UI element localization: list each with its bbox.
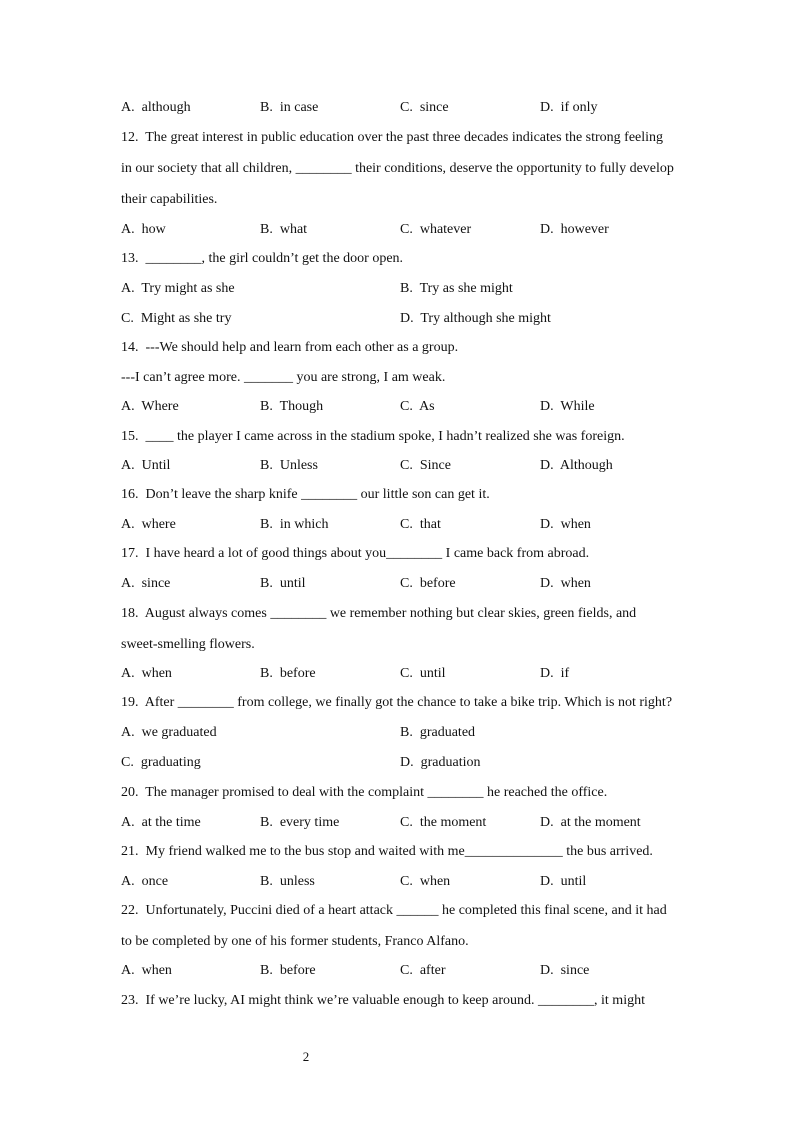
- answer-option: B. Unless: [260, 458, 318, 473]
- question-text: 18. August always comes ________ we remember nothing but clear skies, green fields, and: [121, 606, 637, 621]
- question-text: 13. ________, the girl couldn’t get the door open.: [121, 251, 404, 266]
- answer-options: [121, 575, 721, 593]
- answer-option: C. that: [400, 517, 441, 532]
- answer-option: C. since: [400, 100, 449, 115]
- answer-option: B. before: [260, 666, 316, 681]
- answer-option: D. graduation: [400, 755, 481, 770]
- answer-option: D. if only: [540, 100, 598, 115]
- answer-option: A. once: [121, 874, 169, 889]
- answer-options: [121, 310, 721, 328]
- answer-option: C. the moment: [400, 815, 487, 830]
- answer-option: C. graduating: [121, 755, 201, 770]
- answer-option: C. As: [400, 399, 435, 414]
- answer-option: B. Try as she might: [400, 281, 513, 296]
- question-text: their capabilities.: [121, 192, 218, 207]
- answer-option: C. Might as she try: [121, 311, 232, 326]
- answer-options: [121, 516, 721, 534]
- answer-option: B. what: [260, 222, 308, 237]
- answer-option: C. when: [400, 874, 451, 889]
- answer-option: A. Where: [121, 399, 179, 414]
- answer-option: B. graduated: [400, 725, 476, 740]
- answer-option: A. Until: [121, 458, 171, 473]
- answer-options: [121, 754, 721, 772]
- question-text: 21. My friend walked me to the bus stop and waited with me______________ the bus arrived.: [121, 844, 653, 859]
- answer-option: C. before: [400, 576, 456, 591]
- question-text: 17. I have heard a lot of good things about you________ I came back from abroad.: [121, 546, 590, 561]
- answer-option: C. whatever: [400, 222, 472, 237]
- answer-option: D. when: [540, 517, 591, 532]
- question-text: to be completed by one of his former students, Franco Alfano.: [121, 934, 469, 949]
- question-text: 12. The great interest in public education over the past three decades indicates the strong feeling: [121, 130, 664, 145]
- answer-option: A. where: [121, 517, 176, 532]
- answer-option: D. when: [540, 576, 591, 591]
- question-text: in our society that all children, ________ their conditions, deserve the opportunity to fully develop: [121, 161, 674, 176]
- question-text: 15. ____ the player I came across in the stadium spoke, I hadn’t realized she was foreign.: [121, 429, 625, 444]
- answer-option: A. Try might as she: [121, 281, 235, 296]
- answer-option: B. until: [260, 576, 306, 591]
- answer-option: A. we graduated: [121, 725, 217, 740]
- question-text: 19. After ________ from college, we finally got the chance to take a bike trip. Which is not right?: [121, 695, 673, 710]
- answer-option: B. every time: [260, 815, 340, 830]
- answer-options: [121, 814, 721, 832]
- question-text: 20. The manager promised to deal with the complaint ________ he reached the office.: [121, 785, 608, 800]
- answer-option: A. when: [121, 963, 172, 978]
- answer-option: D. Although: [540, 458, 613, 473]
- question-text: 23. If we’re lucky, AI might think we’re valuable enough to keep around. ________, it might: [121, 993, 645, 1008]
- answer-option: A. although: [121, 100, 191, 115]
- question-text: 14. ---We should help and learn from each other as a group.: [121, 340, 459, 355]
- answer-options: [121, 665, 721, 683]
- answer-option: D. While: [540, 399, 595, 414]
- answer-options: [121, 962, 721, 980]
- answer-options: [121, 873, 721, 891]
- answer-options: [121, 280, 721, 298]
- answer-options: [121, 457, 721, 475]
- answer-option: B. Though: [260, 399, 324, 414]
- question-text: 22. Unfortunately, Puccini died of a heart attack ______ he completed this final scene, and it had: [121, 903, 667, 918]
- question-text: sweet-smelling flowers.: [121, 637, 255, 652]
- answer-option: D. Try although she might: [400, 311, 551, 326]
- answer-option: A. since: [121, 576, 171, 591]
- answer-option: B. in which: [260, 517, 329, 532]
- answer-options: [121, 398, 721, 416]
- answer-options: [121, 221, 721, 239]
- answer-option: B. before: [260, 963, 316, 978]
- page-number: 2: [302, 1049, 310, 1064]
- answer-option: B. in case: [260, 100, 319, 115]
- answer-option: D. however: [540, 222, 609, 237]
- answer-option: C. until: [400, 666, 446, 681]
- answer-options: [121, 99, 721, 117]
- answer-option: D. at the moment: [540, 815, 641, 830]
- question-text: ---I can’t agree more. _______ you are strong, I am weak.: [121, 370, 446, 385]
- answer-option: D. if: [540, 666, 570, 681]
- answer-option: D. until: [540, 874, 587, 889]
- answer-option: A. how: [121, 222, 166, 237]
- answer-options: [121, 724, 721, 742]
- answer-option: B. unless: [260, 874, 315, 889]
- answer-option: C. after: [400, 963, 446, 978]
- answer-option: D. since: [540, 963, 590, 978]
- answer-option: A. when: [121, 666, 172, 681]
- question-text: 16. Don’t leave the sharp knife ________ our little son can get it.: [121, 487, 490, 502]
- answer-option: A. at the time: [121, 815, 201, 830]
- answer-option: C. Since: [400, 458, 451, 473]
